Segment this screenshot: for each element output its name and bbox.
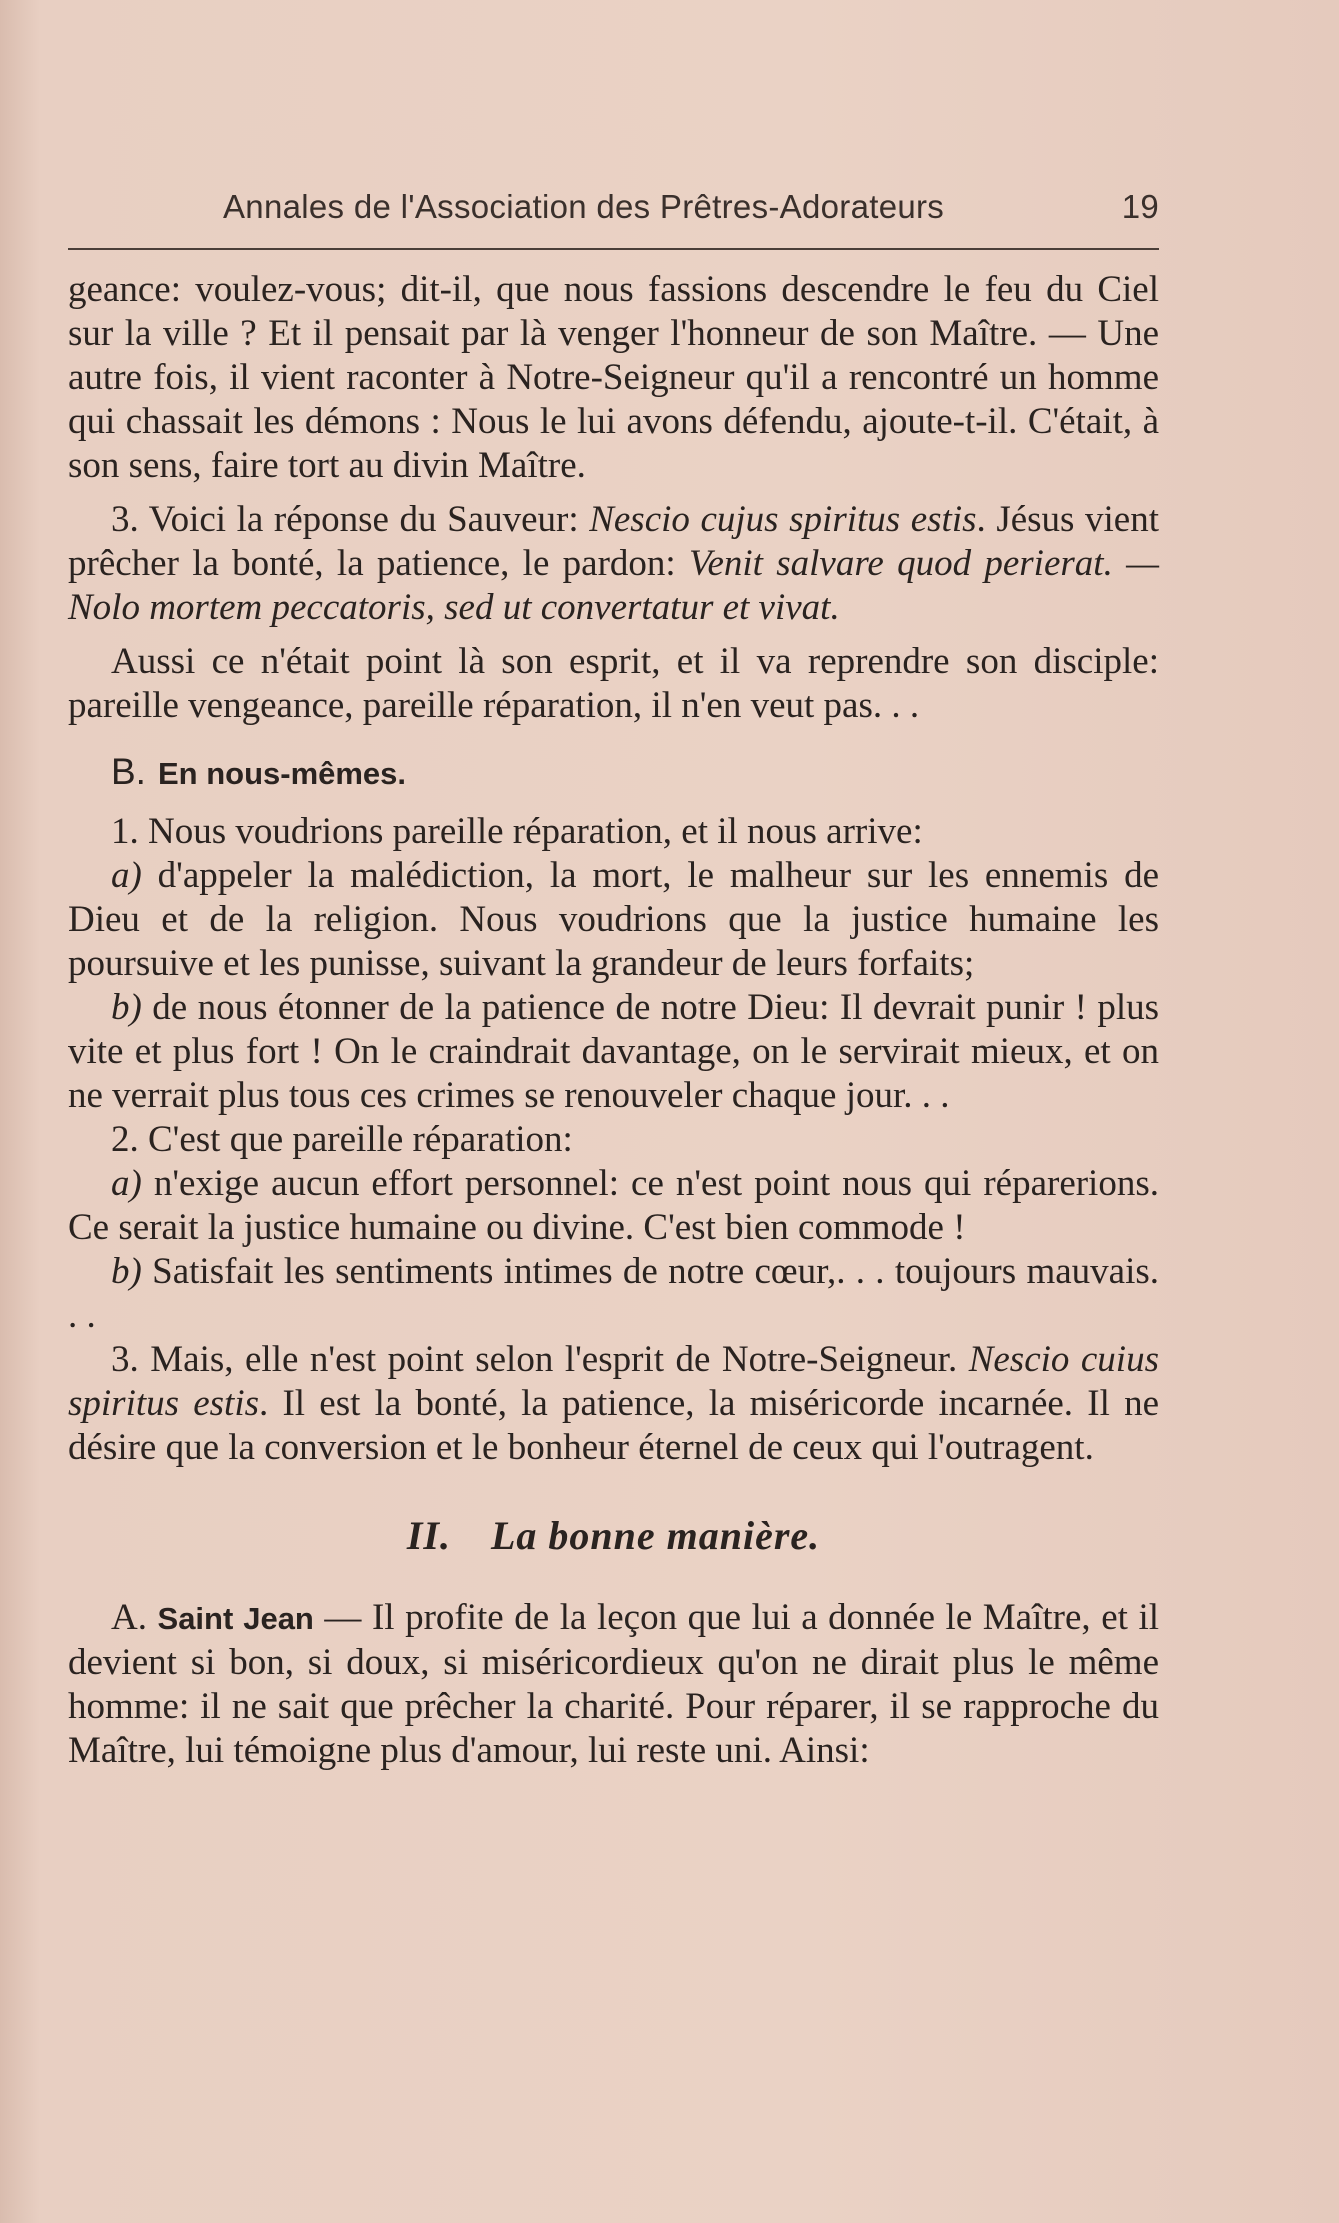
text-span: . Il est la bonté, la patience, la miséricorde incarnée. Il ne désire que la conversion et le bonheur éternel de ceux qui l'outragent. bbox=[68, 1383, 1159, 1468]
text-span: Satisfait les sentiments intimes de notre cœur,. . . toujours mauvais. . . bbox=[68, 1251, 1159, 1336]
subsection-title: En nous-mêmes. bbox=[157, 756, 407, 791]
paragraph-4: 1. Nous voudrions pareille réparation, et il nous arrive: bbox=[111, 811, 923, 852]
running-title: Annales de l'Association des Prêtres-Adorateurs bbox=[223, 188, 945, 225]
text-span: n'exige aucun effort personnel: ce n'est point nous qui réparerions. Ce serait la justice humaine ou divine. C'est bien commode ! bbox=[68, 1163, 1159, 1248]
text-span: de nous étonner de la patience de notre Dieu: Il devrait punir ! plus vite et plus fort ! On le craindrait davantage, on le servirait mieux, et on ne verrait plus tous ces crimes se renouveler chaque jour. . . bbox=[68, 987, 1159, 1116]
paragraph-11 bbox=[68, 1596, 1159, 1773]
text-span: 3. Mais, elle n'est point selon l'esprit de Notre-Seigneur. bbox=[111, 1339, 969, 1380]
section-number: II. bbox=[406, 1513, 451, 1558]
text-span: d'appeler la malédiction, la mort, le malheur sur les ennemis de Dieu et de la religion. Nous voudrions que la justice humaine les poursuive et les punisse, suivant la grandeur de leurs forfaits; bbox=[68, 855, 1159, 984]
list-marker: a) bbox=[111, 1163, 142, 1204]
paragraph-9 bbox=[68, 1250, 1159, 1338]
paragraph-1: geance: voulez-vous; dit-il, que nous fassions descendre le feu du Ciel sur la ville ? Et il pensait par là venger l'honneur de son Maître. — Une autre fois, il vient raconter à Notre-Seigneur qu'il a rencontré un homme qui chassait les démons : Nous le lui avons défendu, ajoute-t-il. C'était, à son sens, faire tort au divin Maître. bbox=[68, 269, 1159, 486]
paragraph-8 bbox=[68, 1162, 1159, 1250]
latin-quote: Nescio cuius spiritus estis bbox=[68, 1339, 1159, 1424]
subsection-heading-b bbox=[68, 750, 1159, 796]
paragraph-5 bbox=[68, 854, 1159, 986]
text-span: — Il profite de la leçon que lui a donnée le Maître, et il devient si bon, si doux, si miséricordieux qu'on ne dirait plus le même homme: il ne sait que prêcher la charité. Pour réparer, il se rapproche du Maître, lui témoigne plus d'amour, lui reste uni. Ainsi: bbox=[68, 1597, 1159, 1771]
subsection-mark: A. bbox=[111, 1597, 158, 1638]
page-number: 19 bbox=[1121, 188, 1159, 225]
latin-quote: Venit salvare quod perierat. — Nolo mortem peccatoris, sed ut convertatur et vivat. bbox=[68, 543, 1159, 628]
text-span: . Jésus vient prêcher la bonté, la patience, le pardon: bbox=[68, 499, 1159, 584]
running-header bbox=[68, 188, 1159, 226]
list-marker: b) bbox=[111, 1251, 142, 1292]
section-heading bbox=[68, 1514, 1159, 1558]
list-marker: a) bbox=[111, 855, 142, 896]
section-title: La bonne manière. bbox=[490, 1513, 821, 1558]
latin-quote: Nescio cujus spiritus estis bbox=[589, 499, 977, 540]
inline-heading: Saint Jean bbox=[157, 1601, 314, 1636]
list-marker: b) bbox=[111, 987, 142, 1028]
subsection-mark: B. bbox=[111, 751, 146, 792]
header-rule bbox=[68, 248, 1159, 250]
page-body bbox=[68, 268, 1159, 1773]
paragraph-7: 2. C'est que pareille réparation: bbox=[111, 1119, 573, 1160]
paragraph-2 bbox=[68, 498, 1159, 630]
text-span: 3. Voici la réponse du Sauveur: bbox=[111, 499, 590, 540]
paragraph-10 bbox=[68, 1338, 1159, 1470]
paragraph-6 bbox=[68, 986, 1159, 1118]
paragraph-3: Aussi ce n'était point là son esprit, et il va reprendre son disciple: pareille vengeance, pareille réparation, il n'en veut pas. . . bbox=[68, 641, 1159, 726]
